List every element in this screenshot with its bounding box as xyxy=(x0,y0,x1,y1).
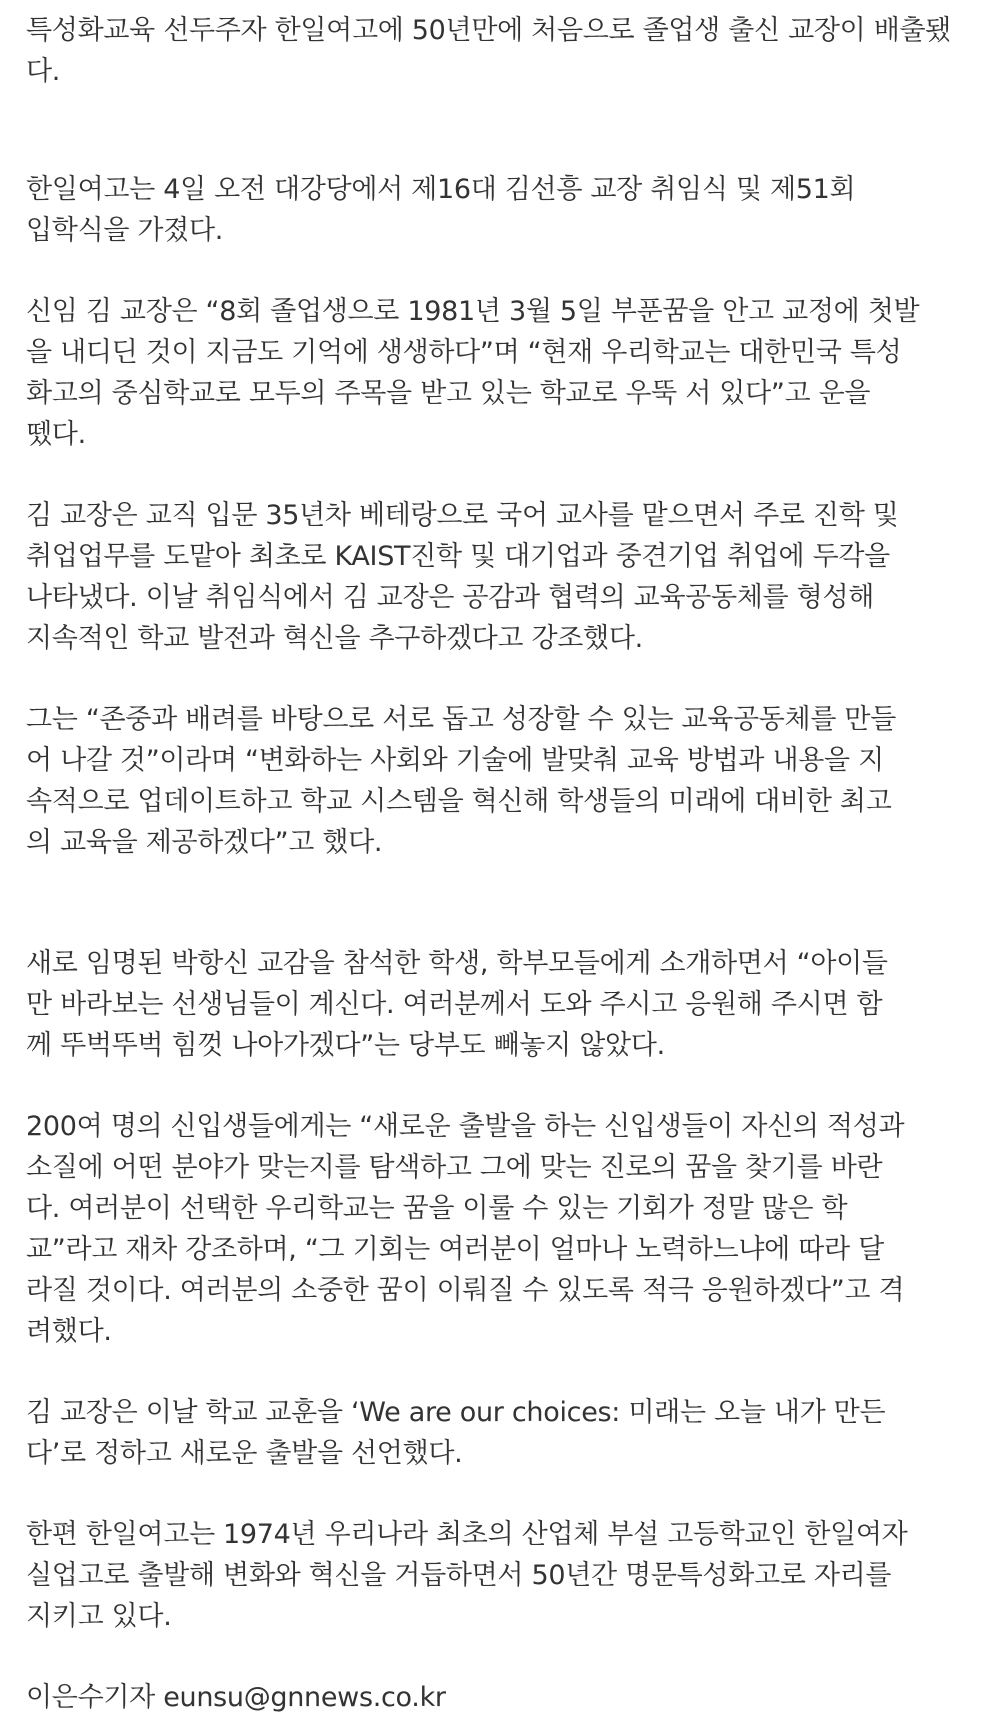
text-line: 을 내디딘 것이 지금도 기억에 생생하다”며 “현재 우리학교는 대한민국 특성 xyxy=(26,337,902,368)
text-line: 소질에 어떤 분야가 맞는지를 탐색하고 그에 맞는 진로의 꿈을 찾기를 바란 xyxy=(26,1152,883,1183)
text-line: 나타냈다. 이날 취임식에서 김 교장은 공감과 협력의 교육공동체를 형성해 xyxy=(26,582,875,613)
text-line: 라질 것이다. 여러분의 소중한 꿈이 이뤄질 수 있도록 적극 응원하겠다”고 격 xyxy=(26,1275,905,1306)
text-line: 김 교장은 이날 학교 교훈을 ‘We are our choices: 미래는 오늘 내가 만든 xyxy=(26,1397,886,1428)
text-line: 께 뚜벅뚜벅 힘껏 나아가겠다”는 당부도 빼놓지 않았다. xyxy=(26,1030,665,1061)
text-line: 교”라고 재차 강조하며, “그 기회는 여러분이 얼마나 노력하느냐에 따라 달 xyxy=(26,1234,884,1265)
paragraph-spacer xyxy=(26,1474,986,1514)
article-body xyxy=(26,10,986,1718)
paragraph-inaugural-remarks xyxy=(26,291,986,455)
paragraph-history xyxy=(26,1514,986,1637)
text-line: 의 교육을 제공하겠다”고 했다. xyxy=(26,827,383,858)
text-line: 200여 명의 신입생들에게는 “새로운 출발을 하는 신입생들이 자신의 적성과 xyxy=(26,1111,905,1142)
text-line: 다’로 정하고 새로운 출발을 선언했다. xyxy=(26,1438,463,1469)
text-line: 다. xyxy=(26,56,61,87)
byline xyxy=(26,1677,986,1718)
text-line: 려했다. xyxy=(26,1316,112,1347)
paragraph-spacer xyxy=(26,1066,986,1106)
text-line: 어 나갈 것”이라며 “변화하는 사회와 기술에 발맞춰 교육 방법과 내용을 지 xyxy=(26,745,884,776)
text-line: 취업업무를 도맡아 최초로 KAIST진학 및 대기업과 중견기업 취업에 두각을 xyxy=(26,541,890,572)
paragraph-spacer xyxy=(26,251,986,291)
paragraph-new-students xyxy=(26,1106,986,1352)
text-line: 한일여고는 4일 오전 대강당에서 제16대 김선흥 교장 취임식 및 제51회 xyxy=(26,174,856,205)
paragraph-spacer xyxy=(26,92,986,169)
text-line: 지속적인 학교 발전과 혁신을 추구하겠다고 강조했다. xyxy=(26,623,643,654)
paragraph-spacer xyxy=(26,659,986,699)
paragraph-spacer xyxy=(26,455,986,495)
text-line: 입학식을 가졌다. xyxy=(26,215,224,246)
paragraph-lead xyxy=(26,10,986,92)
text-line: 다. 여러분이 선택한 우리학교는 꿈을 이룰 수 있는 기회가 정말 많은 학 xyxy=(26,1193,848,1224)
text-line: 만 바라보는 선생님들이 계신다. 여러분께서 도와 주시고 응원해 주시면 함 xyxy=(26,989,883,1020)
paragraph-vision xyxy=(26,699,986,863)
text-line: 속적으로 업데이트하고 학교 시스템을 혁신해 학생들의 미래에 대비한 최고 xyxy=(26,786,892,817)
paragraph-motto xyxy=(26,1392,986,1474)
text-line: 지키고 있다. xyxy=(26,1601,172,1632)
paragraph-career xyxy=(26,495,986,659)
text-line: 그는 “존중과 배려를 바탕으로 서로 돕고 성장할 수 있는 교육공동체를 만들 xyxy=(26,704,896,735)
paragraph-vice-principal xyxy=(26,943,986,1066)
text-line: 김 교장은 교직 입문 35년차 베테랑으로 국어 교사를 맡으면서 주로 진학 및 xyxy=(26,500,899,531)
text-line: 새로 임명된 박항신 교감을 참석한 학생, 학부모들에게 소개하면서 “아이들 xyxy=(26,948,888,979)
text-line: 화고의 중심학교로 모두의 주목을 받고 있는 학교로 우뚝 서 있다”고 운을 xyxy=(26,378,871,409)
paragraph-spacer xyxy=(26,1637,986,1677)
text-line: 특성화교육 선두주자 한일여고에 50년만에 처음으로 졸업생 출신 교장이 배출됐 xyxy=(26,15,952,46)
reporter-byline: 이은수기자 eunsu@gnnews.co.kr xyxy=(26,1682,446,1713)
text-line: 뗐다. xyxy=(26,419,86,450)
paragraph-spacer xyxy=(26,863,986,943)
paragraph-ceremony xyxy=(26,169,986,251)
text-line: 한편 한일여고는 1974년 우리나라 최초의 산업체 부설 고등학교인 한일여자 xyxy=(26,1519,908,1550)
text-line: 신임 김 교장은 “8회 졸업생으로 1981년 3월 5일 부푼꿈을 안고 교정에 첫발 xyxy=(26,296,920,327)
paragraph-spacer xyxy=(26,1352,986,1392)
text-line: 실업고로 출발해 변화와 혁신을 거듭하면서 50년간 명문특성화고로 자리를 xyxy=(26,1560,892,1591)
